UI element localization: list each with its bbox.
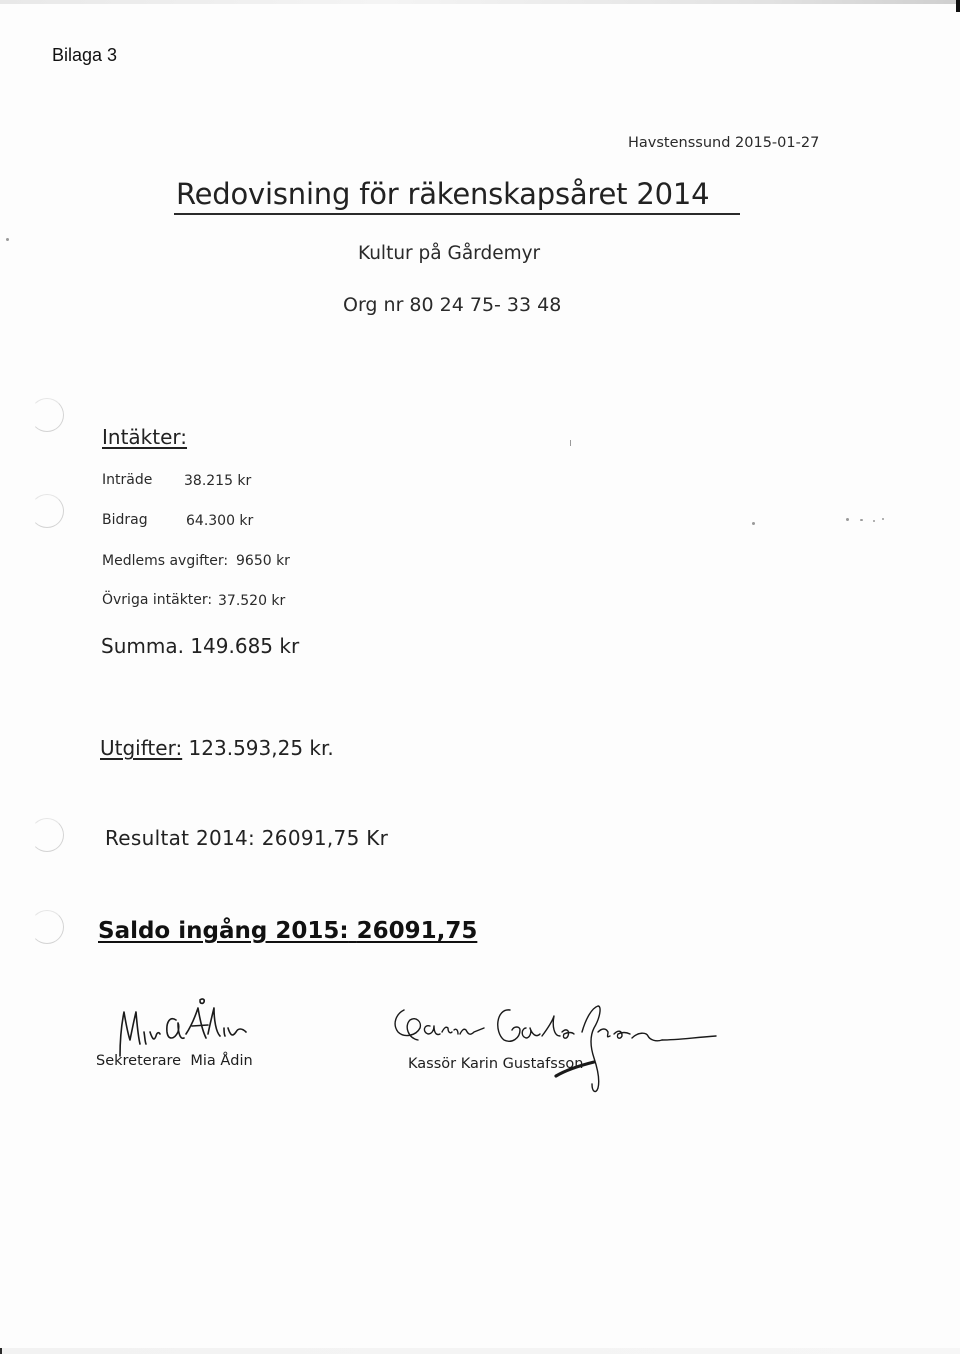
signature-karin-gustafsson xyxy=(386,998,726,1102)
opening-balance-line xyxy=(98,920,477,943)
expenses-amount: 123.593,25 kr. xyxy=(188,736,334,760)
income-item-other-label: Övriga intäkter: xyxy=(102,592,213,608)
income-item-entrance-label: Inträde xyxy=(102,472,153,488)
scan-speck xyxy=(6,238,9,241)
scan-speck xyxy=(860,519,863,521)
income-item-other-amount: 37.520 kr xyxy=(218,593,286,609)
scan-corner-mark xyxy=(956,0,960,12)
result-line xyxy=(105,828,388,848)
income-item-member-fees-amount: 9650 kr xyxy=(236,553,290,569)
income-item-grant-label: Bidrag xyxy=(102,512,148,528)
organization-number: Org nr 80 24 75- 33 48 xyxy=(343,294,562,316)
result-label: Resultat 2014: xyxy=(105,826,256,850)
place-date: Havstenssund 2015-01-27 xyxy=(628,135,820,151)
organization-name: Kultur på Gårdemyr xyxy=(358,243,541,264)
signature-caption-treasurer: Kassör Karin Gustafsson xyxy=(408,1056,584,1072)
expenses-label: Utgifter: xyxy=(100,736,183,760)
income-sum-label: Summa. xyxy=(101,634,184,658)
income-item-member-fees-label: Medlems avgifter: xyxy=(102,553,229,569)
punch-hole-3 xyxy=(30,818,64,852)
income-sum xyxy=(101,636,299,656)
opening-balance-amount: 26091,75 xyxy=(356,918,478,944)
scan-speck xyxy=(873,520,875,522)
scan-bottom-edge xyxy=(0,1348,960,1354)
scan-speck xyxy=(570,440,571,446)
punch-hole-2 xyxy=(30,494,64,528)
title-underline xyxy=(174,213,740,215)
scan-speck xyxy=(882,518,884,520)
punch-hole-1 xyxy=(30,398,64,432)
income-item-entrance-amount: 38.215 kr xyxy=(184,473,252,489)
document-title: Redovisning för räkenskapsåret 2014 xyxy=(176,177,710,211)
income-heading: Intäkter: xyxy=(102,425,188,449)
opening-balance-label: Saldo ingång 2015: xyxy=(98,918,349,944)
result-amount: 26091,75 Kr xyxy=(261,826,389,850)
scan-speck xyxy=(752,522,755,525)
income-sum-amount: 149.685 kr xyxy=(190,634,300,658)
scan-speck xyxy=(846,518,849,521)
scan-top-edge xyxy=(0,0,960,4)
expenses-line xyxy=(100,738,334,758)
annex-label: Bilaga 3 xyxy=(52,45,118,65)
signature-caption-secretary: Sekreterare Mia Ådin xyxy=(96,1053,253,1069)
income-item-grant-amount: 64.300 kr xyxy=(186,513,254,529)
punch-hole-4 xyxy=(30,910,64,944)
